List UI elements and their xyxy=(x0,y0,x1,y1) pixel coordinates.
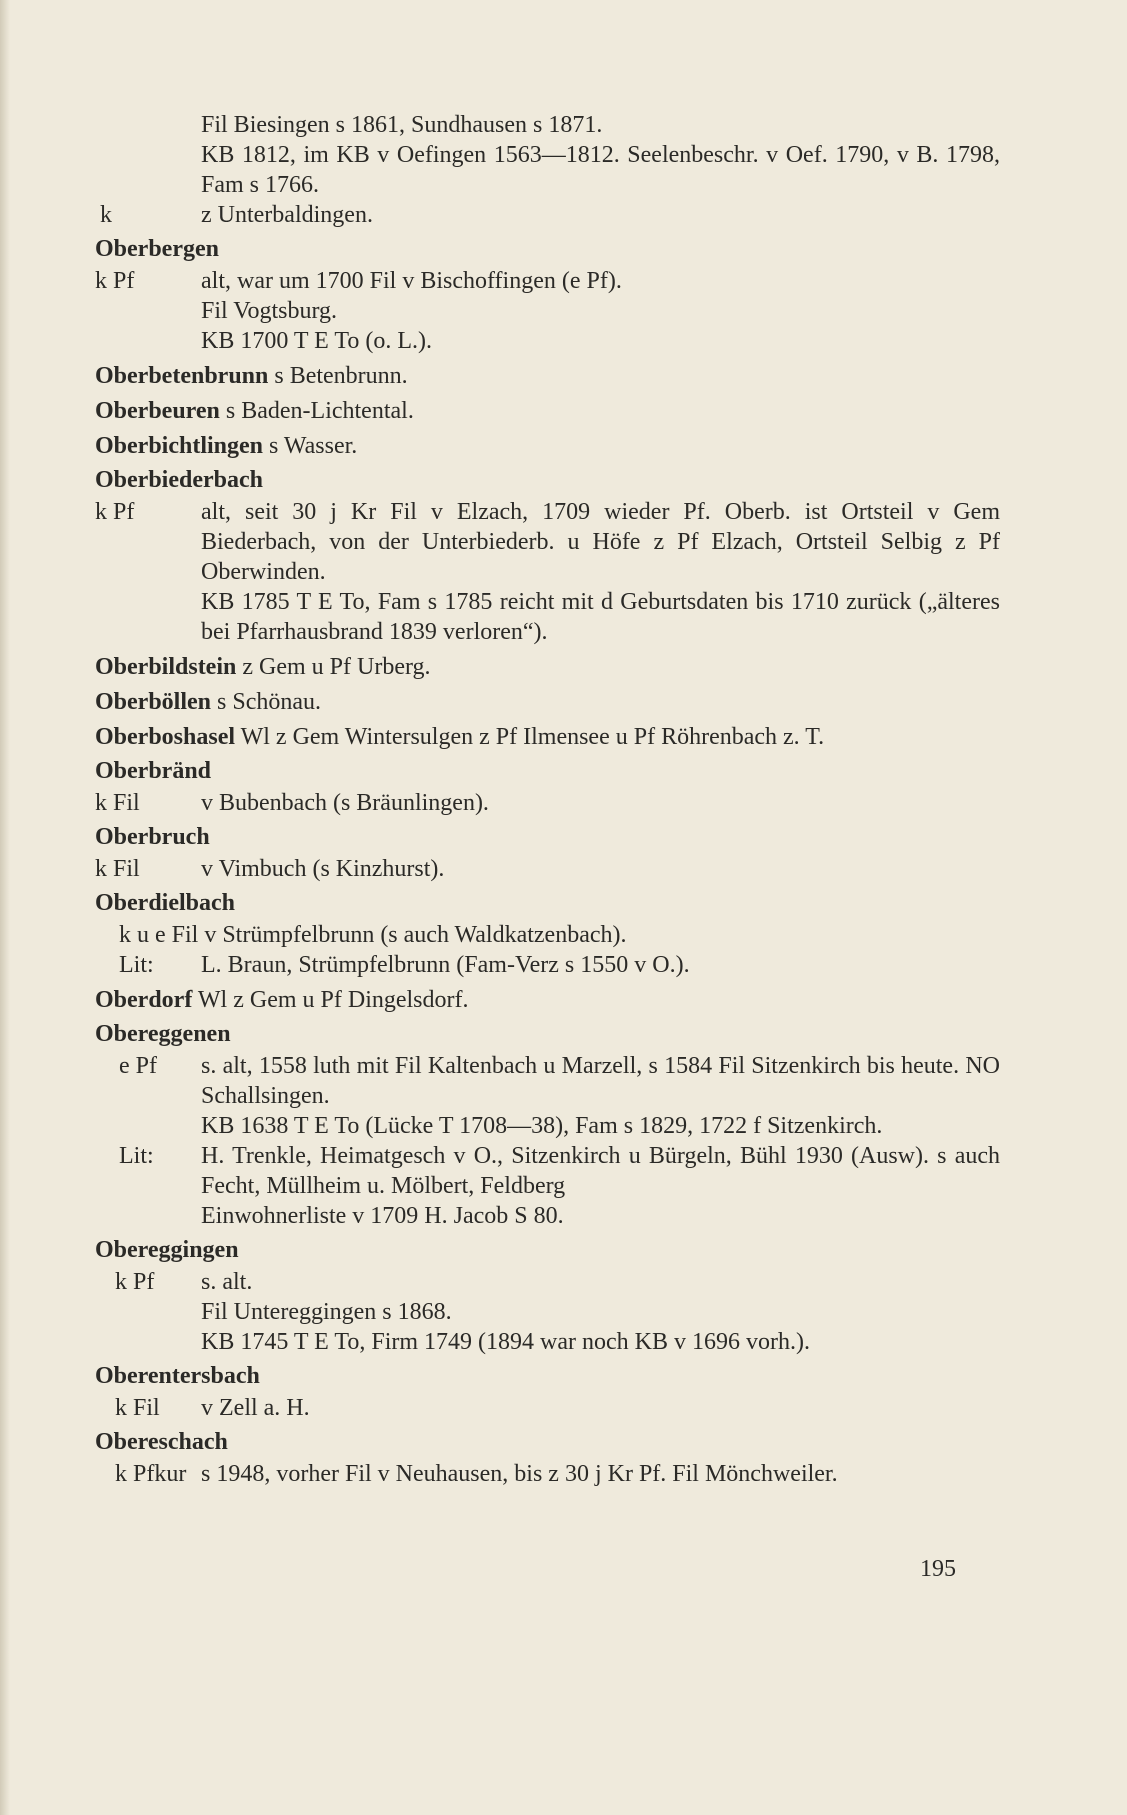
entry-text: KB 1745 T E To, Firm 1749 (1894 war noch KB v 1696 vorh.). xyxy=(201,1329,810,1355)
entry-text: v Vimbuch (s Kinzhurst). xyxy=(201,856,445,882)
entry-obereggingen-title: Obereggingen xyxy=(95,1237,239,1263)
entry-oberbruch xyxy=(95,854,1000,884)
entry-oberbruch-title: Oberbruch xyxy=(95,824,210,850)
intro-line-2: KB 1812, im KB v Oefingen 1563—1812. Seelenbeschr. v Oef. 1790, v B. 1798, Fam s 1766. xyxy=(201,142,1000,198)
entry-oberentersbach xyxy=(95,1393,1000,1423)
entry-text: s Betenbrunn. xyxy=(274,363,408,389)
page-number: 195 xyxy=(920,1556,956,1582)
entry-oberbraend xyxy=(95,788,1000,818)
entry-title: Oberbeuren xyxy=(95,398,220,424)
lit-abbr: Lit: xyxy=(119,1143,154,1169)
entry-oberbergen-title: Oberbergen xyxy=(95,236,219,262)
entry-title: Oberbildstein xyxy=(95,654,237,680)
entry-title: Oberböllen xyxy=(95,689,212,715)
entry-oberbeuren xyxy=(95,396,1000,426)
entry-oberboellen xyxy=(95,687,1000,717)
dictionary-page xyxy=(95,110,1000,1489)
entry-text: s. alt, 1558 luth mit Fil Kaltenbach u Marzell, s 1584 Fil Sitzenkirch bis heute. NO Schallsingen. xyxy=(201,1053,1000,1109)
entry-oberbergen xyxy=(95,266,1000,296)
entry-text: L. Braun, Strümpfelbrunn (Fam-Verz s 1550 v O.). xyxy=(201,952,690,978)
entry-oberdielbach-lit xyxy=(95,950,1000,980)
entry-oberbraend-title: Oberbränd xyxy=(95,758,212,784)
entry-abbr: k Pfkur xyxy=(115,1461,187,1487)
page-edge xyxy=(0,0,10,1815)
entry-oberbiederbach-title: Oberbiederbach xyxy=(95,467,263,493)
entry-obereggingen xyxy=(95,1267,1000,1297)
entry-abbr: k Fil xyxy=(115,1395,160,1421)
entry-obereggenen xyxy=(95,1051,1000,1111)
entry-text: Einwohnerliste v 1709 H. Jacob S 80. xyxy=(201,1203,564,1229)
intro-k-abbr: k xyxy=(100,202,112,228)
entry-title: Oberbetenbrunn xyxy=(95,363,269,389)
entry-text: alt, seit 30 j Kr Fil v Elzach, 1709 wieder Pf. Oberb. ist Ortsteil v Gem Biederbach, von der Unterbiederb. u Höfe z Pf Elzach, Ortsteil Selbig z Pf Oberwinden. xyxy=(201,499,1000,585)
entry-text: Wl z Gem u Pf Dingelsdorf. xyxy=(197,987,469,1013)
entry-title: Oberboshasel xyxy=(95,724,236,750)
entry-oberbiederbach xyxy=(95,497,1000,587)
lit-abbr: Lit: xyxy=(119,952,154,978)
entry-text: Fil Vogtsburg. xyxy=(201,298,338,324)
entry-obereschach xyxy=(95,1459,1000,1489)
entry-text: k u e Fil v Strümpfelbrunn (s auch Waldkatzenbach). xyxy=(119,922,627,948)
entry-text: H. Trenkle, Heimatgesch v O., Sitzenkirch u Bürgeln, Bühl 1930 (Ausw). s auch Fecht, Müllheim u. Mölbert, Feldberg xyxy=(201,1143,1000,1199)
entry-obereggenen-title: Obereggenen xyxy=(95,1021,231,1047)
entry-text: s. alt. xyxy=(201,1269,253,1295)
entry-oberboshasel xyxy=(95,722,1000,752)
entry-text: alt, war um 1700 Fil v Bischoffingen (e Pf). xyxy=(201,268,622,294)
entry-text: Fil Untereggingen s 1868. xyxy=(201,1299,452,1325)
intro-k-row xyxy=(95,200,1000,230)
entry-abbr: k Fil xyxy=(95,790,140,816)
entry-title: Oberbichtlingen xyxy=(95,433,264,459)
entry-abbr: e Pf xyxy=(119,1053,157,1079)
entry-abbr: k Pf xyxy=(95,499,135,525)
entry-text: KB 1700 T E To (o. L.). xyxy=(201,328,432,354)
intro-line-1: Fil Biesingen s 1861, Sundhausen s 1871. xyxy=(201,112,603,138)
entry-text: v Zell a. H. xyxy=(201,1395,310,1421)
entry-oberbetenbrunn xyxy=(95,361,1000,391)
entry-text: s Baden-Lichtental. xyxy=(225,398,414,424)
entry-abbr: k Pf xyxy=(115,1269,155,1295)
entry-text: Wl z Gem Wintersulgen z Pf Ilmensee u Pf Röhrenbach z. T. xyxy=(240,724,825,750)
entry-obereschach-title: Obereschach xyxy=(95,1429,228,1455)
entry-oberdorf xyxy=(95,985,1000,1015)
entry-title: Oberdorf xyxy=(95,987,193,1013)
entry-text: s Wasser. xyxy=(269,433,358,459)
entry-oberentersbach-title: Oberentersbach xyxy=(95,1363,260,1389)
entry-oberbildstein xyxy=(95,652,1000,682)
entry-text: v Bubenbach (s Bräunlingen). xyxy=(201,790,489,816)
entry-oberdielbach-title: Oberdielbach xyxy=(95,890,236,916)
entry-obereggenen-lit xyxy=(95,1141,1000,1201)
entry-text: s Schönau. xyxy=(217,689,322,715)
entry-text: KB 1638 T E To (Lücke T 1708—38), Fam s 1829, 1722 f Sitzenkirch. xyxy=(201,1113,883,1139)
entry-oberbichtlingen xyxy=(95,431,1000,461)
entry-text: z Gem u Pf Urberg. xyxy=(242,654,431,680)
entry-text: KB 1785 T E To, Fam s 1785 reicht mit d Geburtsdaten bis 1710 zurück („älteres bei Pfarrhausbrand 1839 verloren“). xyxy=(201,589,1000,645)
entry-abbr: k Pf xyxy=(95,268,135,294)
intro-k-text: z Unterbaldingen. xyxy=(201,202,373,228)
entry-text: s 1948, vorher Fil v Neuhausen, bis z 30 j Kr Pf. Fil Mönchweiler. xyxy=(201,1461,838,1487)
entry-abbr: k Fil xyxy=(95,856,140,882)
